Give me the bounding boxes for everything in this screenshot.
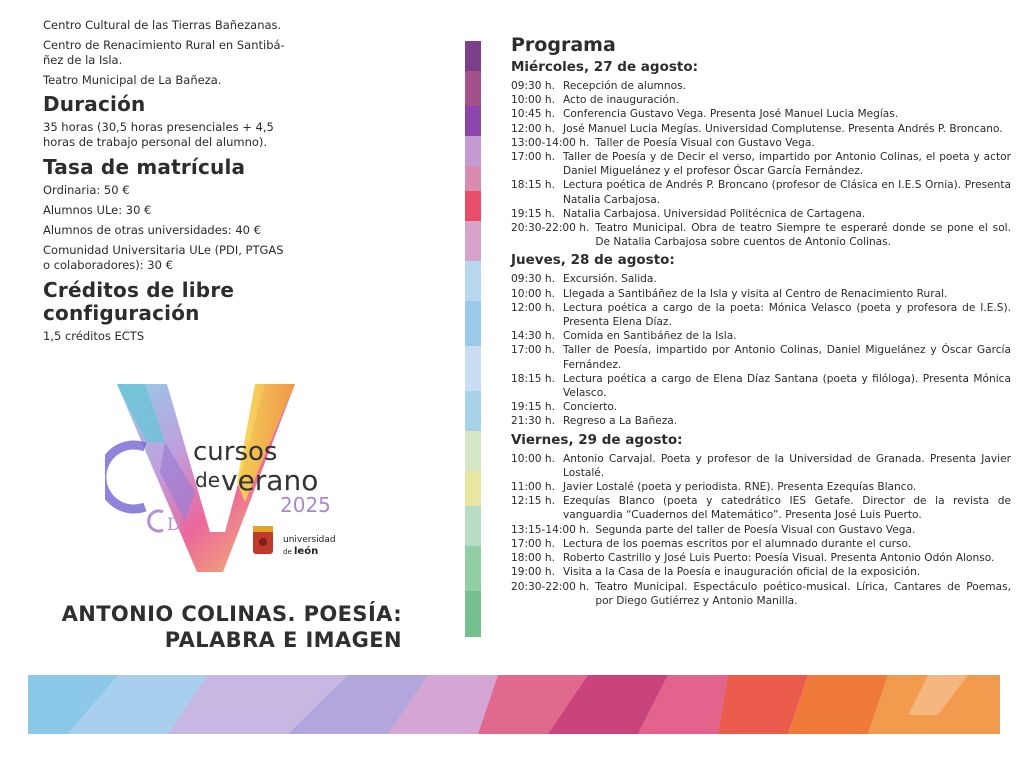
logo-de-small: de [283, 548, 292, 556]
schedule-time: 20:30-22:00 h. [511, 580, 590, 593]
schedule-time: 18:15 h. [511, 372, 555, 385]
schedule-description: Llegada a Santibáñez de la Isla y visita al Centro de Renacimiento Rural. [563, 287, 948, 300]
decorative-bottom-banner [28, 675, 1000, 734]
schedule-time: 17:00 h. [511, 151, 555, 164]
schedule-description: Taller de Poesía, impartido por Antonio Colinas, Daniel Miguelánez y Óscar García Fernández. [563, 344, 1011, 371]
schedule-time: 20:30-22:00 h. [511, 222, 590, 235]
schedule-time: 10:45 h. [511, 108, 555, 121]
schedule-row [511, 580, 1011, 608]
schedule-description: Segunda parte del taller de Poesía Visual con Gustavo Vega. [595, 523, 916, 536]
duracion-text: 35 horas (30,5 horas presenciales + 4,5 horas de trabajo personal del alumno). [43, 120, 274, 149]
schedule-time: 13:15-14:00 h. [511, 523, 590, 536]
schedule-row [511, 272, 1011, 286]
schedule-time: 11:00 h. [511, 481, 555, 494]
schedule-description: Regreso a La Bañeza. [563, 415, 678, 428]
course-title: ANTONIO COLINAS. POESÍA: PALABRA E IMAGEN [61, 602, 402, 652]
schedule-time: 09:30 h. [511, 80, 555, 92]
creditos-heading: Créditos de libre configuración [43, 278, 235, 325]
schedule-description: José Manuel Lucia Megías. Universidad Complutense. Presenta Andrés P. Broncano. [563, 122, 1003, 135]
schedule-row [511, 93, 1011, 107]
svg-text:D: D [167, 515, 181, 535]
logo-universidad: universidad [283, 535, 336, 545]
schedule-time: 18:00 h. [511, 552, 555, 565]
schedule-row [511, 537, 1011, 551]
logo-year: 2025 [280, 493, 331, 517]
tasa-item: Ordinaria: 50 € [43, 183, 130, 197]
schedule-row [511, 452, 1011, 480]
schedule-row [511, 287, 1011, 301]
schedule-time: 17:00 h. [511, 344, 555, 357]
schedule-time: 10:00 h. [511, 452, 555, 465]
logo-cursos: cursos [193, 437, 278, 467]
shield-icon [253, 526, 273, 554]
tasa-item: Alumnos ULe: 30 € [43, 203, 152, 217]
schedule-description: Taller de Poesía Visual con Gustavo Vega. [595, 136, 815, 149]
schedule-description: Lectura poética de Andrés P. Broncano (profesor de Clásica en I.E.S Ornia). Presenta Natalia Carbajosa. [563, 179, 1011, 206]
schedule-row [511, 107, 1011, 121]
schedule-description: Lectura poética a cargo de Elena Díaz Santana (poeta y filóloga). Presenta Mónica Velasco. [563, 372, 1011, 400]
schedule-description: Conferencia Gustavo Vega. Presenta José Manuel Lucia Megías. [563, 108, 899, 121]
programa-heading: Programa [511, 34, 616, 56]
schedule-time: 21:30 h. [511, 415, 555, 428]
schedule-time: 10:00 h. [511, 287, 555, 300]
schedule-description: Acto de inauguración. [563, 94, 679, 107]
schedule-row [511, 301, 1011, 329]
programa-days [511, 59, 1011, 608]
schedule-row [511, 221, 1011, 249]
schedule-description: Taller de Poesía y de Decir el verso, impartido por Antonio Colinas, el poeta y actor Daniel Miguelánez y el profesor Óscar García Fernández. [563, 151, 1011, 178]
schedule-row [511, 150, 1011, 178]
tasa-item: Comunidad Universitaria ULe (PDI, PTGAS o colaboradores): 30 € [43, 243, 284, 272]
schedule-description: Ezequías Blanco (poeta y catedrático IES Getafe. Director de la revista de vanguardia “Cuadernos del Matemático”. Presenta José Luis Puerto. [563, 495, 1011, 522]
cursos-de-verano-logo [105, 382, 355, 577]
schedule-row [511, 400, 1011, 414]
day-heading: Miércoles, 27 de agosto: [511, 59, 699, 75]
schedule-row [511, 207, 1011, 221]
left-column [43, 18, 293, 349]
schedule-description: Natalia Carbajosa. Universidad Politécnica de Cartagena. [563, 207, 866, 220]
schedule-time: 19:00 h. [511, 566, 555, 579]
schedule-row [511, 79, 1011, 93]
schedule-description: Teatro Municipal. Obra de teatro Siempre te esperaré donde se pone el sol. De Natalia Carbajosa sobre cuentos de Antonio Colinas. [595, 222, 1011, 249]
schedule-row [511, 178, 1011, 206]
schedule-time: 19:15 h. [511, 401, 555, 414]
schedule-description: Javier Lostalé (poeta y periodista. RNE). Presenta Ezequías Blanco. [563, 481, 917, 494]
schedule-time: 10:00 h. [511, 94, 555, 107]
logo-verano: verano [221, 464, 319, 497]
schedule-row [511, 343, 1011, 371]
schedule-description: Concierto. [563, 401, 618, 414]
schedule-row [511, 565, 1011, 579]
schedule-time: 12:00 h. [511, 301, 555, 314]
schedule-row [511, 551, 1011, 565]
schedule-row [511, 523, 1011, 537]
schedule-description: Antonio Carvajal. Poeta y profesor de la Universidad de Granada. Presenta Javier Lostalé. [563, 452, 1011, 479]
schedule-row [511, 414, 1011, 428]
day-heading: Viernes, 29 de agosto: [511, 431, 683, 448]
schedule-time: 12:15 h. [511, 495, 555, 508]
schedule-description: Excursión. Salida. [563, 273, 657, 286]
schedule-row [511, 494, 1011, 522]
creditos-text: 1,5 créditos ECTS [43, 329, 145, 343]
schedule-time: 13:00-14:00 h. [511, 136, 590, 149]
schedule-row [511, 480, 1011, 494]
schedule-time: 19:15 h. [511, 207, 555, 220]
schedule-description: Visita a la Casa de la Poesía e inauguración oficial de la exposición. [563, 566, 921, 579]
decorative-vertical-strip [465, 41, 481, 637]
schedule-time: 17:00 h. [511, 537, 555, 550]
day-heading: Jueves, 28 de agosto: [511, 252, 675, 269]
location-1: Centro Cultural de las Tierras Bañezanas. [43, 18, 282, 32]
tasa-heading: Tasa de matrícula [43, 155, 246, 179]
location-2: Centro de Renacimiento Rural en Santibá- ñez de la Isla. [43, 38, 285, 67]
logo-de: de [195, 468, 220, 492]
programa-section [511, 34, 1011, 608]
duracion-heading: Duración [43, 92, 146, 116]
schedule-row [511, 136, 1011, 150]
schedule-description: Lectura de los poemas escritos por el alumnado durante el curso. [563, 537, 912, 550]
schedule-time: 12:00 h. [511, 122, 555, 135]
schedule-description: Comida en Santibáñez de la Isla. [563, 330, 737, 343]
schedule-time: 18:15 h. [511, 179, 555, 192]
locations-list [43, 18, 293, 88]
schedule-description: Roberto Castrillo y José Luis Puerto: Poesía Visual. Presenta Antonio Odón Alonso. [563, 552, 995, 565]
schedule-description: Recepción de alumnos. [563, 80, 686, 92]
logo-leon: león [294, 546, 319, 557]
schedule-row [511, 372, 1011, 400]
location-3: Teatro Municipal de La Bañeza. [43, 73, 222, 87]
schedule-time: 14:30 h. [511, 330, 555, 343]
schedule-description: Lectura poética a cargo de la poeta: Mónica Velasco (poeta y profesora de I.E.S). Presenta Elena Díaz. [563, 301, 1011, 329]
schedule-row [511, 329, 1011, 343]
schedule-row [511, 122, 1011, 136]
schedule-description: Teatro Municipal. Espectáculo poético-musical. Lírica, Cantares de Poemas, por Diego Gutiérrez y Antonio Manilla. [595, 580, 1011, 607]
schedule-time: 09:30 h. [511, 273, 555, 286]
tasa-item: Alumnos de otras universidades: 40 € [43, 223, 261, 237]
